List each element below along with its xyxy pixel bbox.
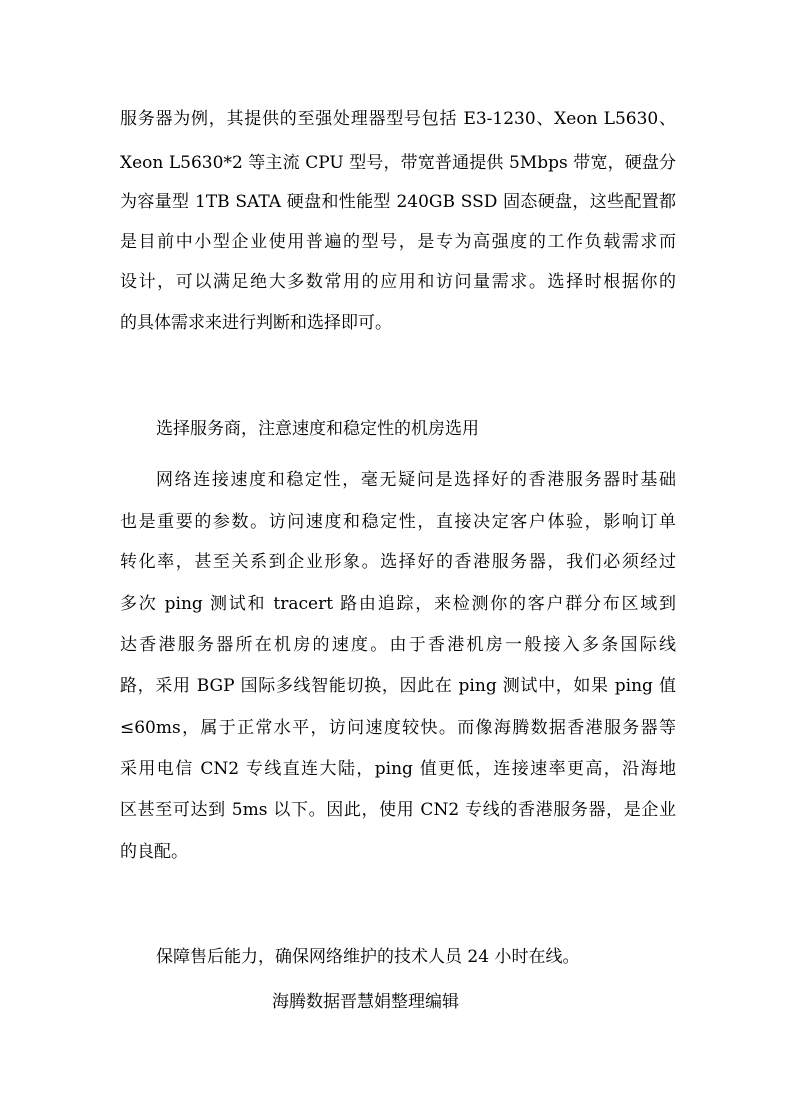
paragraph-line: Xeon L5630*2 等主流 CPU 型号，带宽普通提供 5Mbps 带宽，硬盘分 <box>120 153 676 173</box>
paragraph-line: 服务器为例，其提供的至强处理器型号包括 E3-1230、Xeon L5630、 <box>120 109 676 129</box>
paragraph-line: 转化率，甚至关系到企业形象。选择好的香港服务器，我们必须经过 <box>120 552 676 572</box>
section-heading: 保障售后能力，确保网络维护的技术人员 24 小时在线。 <box>156 947 580 967</box>
paragraph-line: 达香港服务器所在机房的速度。由于香港机房一般接入多条国际线 <box>120 635 676 655</box>
paragraph-line: 路，采用 BGP 国际多线智能切换，因此在 ping 测试中，如果 ping 值 <box>120 676 676 696</box>
paragraph-line: 是目前中小型企业使用普遍的型号，是专为高强度的工作负载需求而 <box>120 232 676 252</box>
section-heading: 选择服务商，注意速度和稳定性的机房选用 <box>156 419 479 439</box>
paragraph-line: 网络连接速度和稳定性，毫无疑问是选择好的香港服务器时基础 <box>156 470 676 490</box>
paragraph-line: 也是重要的参数。访问速度和稳定性，直接决定客户体验，影响订单 <box>120 512 676 532</box>
signature-line: 海腾数据晋慧娟整理编辑 <box>272 992 459 1012</box>
paragraph-line: 区甚至可达到 5ms 以下。因此，使用 CN2 专线的香港服务器，是企业 <box>120 800 676 820</box>
paragraph-line: 的具体需求来进行判断和选择即可。 <box>120 313 392 333</box>
paragraph-line: ≤60ms，属于正常水平，访问速度较快。而像海腾数据香港服务器等 <box>120 718 676 738</box>
paragraph-line: 多次 ping 测试和 tracert 路由追踪，来检测你的客户群分布区域到 <box>120 594 676 614</box>
paragraph-line: 采用电信 CN2 专线直连大陆，ping 值更低，连接速率更高，沿海地 <box>120 759 676 779</box>
paragraph-line: 为容量型 1TB SATA 硬盘和性能型 240GB SSD 固态硬盘，这些配置都 <box>120 192 676 212</box>
paragraph-line: 设计，可以满足绝大多数常用的应用和访问量需求。选择时根据你的 <box>120 272 676 292</box>
paragraph-line: 的良配。 <box>120 842 188 862</box>
